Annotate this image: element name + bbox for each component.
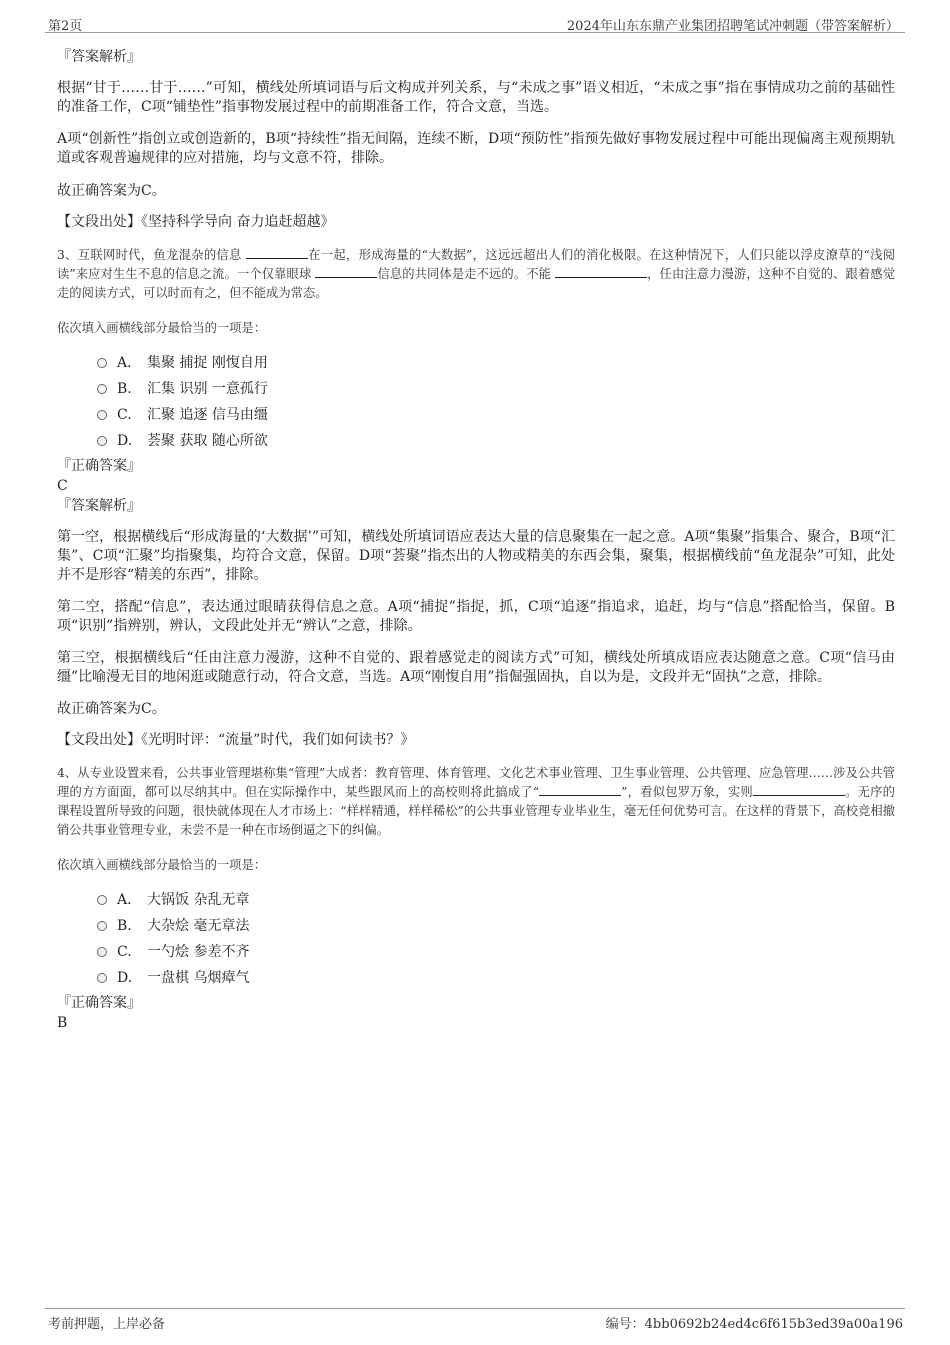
footer-slogan: 考前押题，上岸必备: [48, 1317, 166, 1332]
q3-analysis-conclusion: 故正确答案为C。: [57, 701, 166, 717]
q2-source: 【文段出处】《坚持科学导向 奋力追赶超越》: [57, 214, 335, 230]
q3-analysis-para-3: 第三空，根据横线后“任由注意力漫游，这种不自觉的、跟着感觉走的阅读方式”可知，横线处所填成语应表达随意之意。C项“信马由缰”比喻漫无目的地闲逛或随意行动，符合文意，当选。A项“刚愎自用”指倔强固执，自以为是，文段并无“固执”之意，排除。: [57, 650, 895, 685]
radio-icon[interactable]: [97, 947, 107, 957]
q3-analysis-label: 『答案解析』: [57, 498, 141, 514]
radio-icon[interactable]: [97, 384, 107, 394]
q3-option-c[interactable]: C. 汇聚 追逐 信马由缰: [97, 402, 895, 428]
page-header: [45, 12, 905, 33]
q2-analysis-conclusion: 故正确答案为C。: [57, 183, 166, 199]
page-number: 第2页: [48, 19, 83, 34]
radio-icon[interactable]: [97, 895, 107, 905]
q4-blank-1: [539, 783, 621, 796]
q4-option-d[interactable]: D. 一盘棋 乌烟瘴气: [97, 965, 895, 991]
q4-option-b[interactable]: B. 大杂烩 毫无章法: [97, 913, 895, 939]
q4-prompt: 依次填入画横线部分最恰当的一项是：: [57, 858, 267, 872]
radio-icon[interactable]: [97, 973, 107, 983]
page-content: [57, 47, 895, 1033]
document-title: 2024年山东东鼎产业集团招聘笔试冲刺题（带答案解析）: [566, 19, 899, 34]
q4-question-text: 4、从专业设置来看，公共事业管理堪称集“管理”大成者：教育管理、体育管理、文化艺术事业管理、卫生事业管理、公共管理、应急管理……涉及公共管理的方方面面，都可以尽纳其中。但在实际操作中，某些跟风而上的高校则将此搞成了“ ”，看似包罗万象，实则 。无序的课程设置所导致的问题，很快就体现在人才市场上：“样样精通，样样稀松”的公共事业管理专业毕业生，毫无任何优势可言。在这样的背景下，高校竞相撤销公共事业管理专业，未尝不是一种在市场倒逼之下的纠偏。: [57, 766, 895, 837]
q3-analysis-para-2: 第二空，搭配“信息”，表达通过眼睛获得信息之意。A项“捕捉”指捉，抓，C项“追逐”指追求，追赶，均与“信息”搭配恰当，保留。B项“识别”指辨别，辨认，文段此处并无“辨认”之意，排除。: [57, 599, 895, 634]
q4-options: [57, 887, 895, 991]
q2-analysis-label: 『答案解析』: [57, 49, 141, 65]
radio-icon[interactable]: [97, 410, 107, 420]
q3-prompt: 依次填入画横线部分最恰当的一项是：: [57, 321, 267, 335]
document-code: 编号：4bb0692b24ed4c6f615b3ed39a00a196: [605, 1317, 903, 1332]
q3-blank-1: [246, 246, 308, 259]
q4-option-a[interactable]: A． 大锅饭 杂乱无章: [97, 887, 895, 913]
radio-icon[interactable]: [97, 436, 107, 446]
radio-icon[interactable]: [97, 921, 107, 931]
q3-option-d[interactable]: D. 荟聚 获取 随心所欲: [97, 428, 895, 454]
q3-blank-2: [315, 265, 377, 278]
q3-analysis-para-1: 第一空，根据横线后“形成海量的‘大数据’”可知，横线处所填词语应表达大量的信息聚集在一起之意。A项“集聚”指集合、聚合，B项“汇集”、C项“汇聚”均指聚集，均符合文意，保留。D项“荟聚”指杰出的人物或精美的东西会集，聚集，根据横线前“鱼龙混杂”可知，此处并不是形容“精美的东西”，排除。: [57, 529, 895, 583]
q3-option-b[interactable]: B. 汇集 识别 一意孤行: [97, 376, 895, 402]
q4-answer-label: 『正确答案』: [57, 995, 141, 1011]
q4-option-c[interactable]: C. 一勺烩 参差不齐: [97, 939, 895, 965]
q2-analysis-para-2: A项“创新性”指创立或创造新的，B项“持续性”指无间隔，连续不断，D项“预防性”指预先做好事物发展过程中可能出现偏离主观预期轨道或客观普遍规律的应对措施，均与文意不符，排除。: [57, 131, 895, 166]
q3-blank-3: [555, 265, 647, 278]
q3-answer: C: [57, 478, 68, 494]
radio-icon[interactable]: [97, 358, 107, 368]
q4-answer: B: [57, 1015, 68, 1031]
q2-analysis-para-1: 根据“甘于……甘于……”可知，横线处所填词语与后文构成并列关系，与“未成之事”语义相近，“未成之事”指在事情成功之前的基础性的准备工作，C项“铺垫性”指事物发展过程中的前期准备工作，符合文意，当选。: [57, 80, 895, 115]
q4-blank-2: [753, 783, 845, 796]
q3-question-text: 3、互联网时代，鱼龙混杂的信息 在一起，形成海量的“大数据”，这远远超出人们的消化极限。在这种情况下，人们只能以浮皮潦草的“浅阅读”来应对生生不息的信息之流。一个仅靠眼球 信息的共同体是走不远的。不能 ，任由注意力漫游，这种不自觉的、跟着感觉走的阅读方式，可以时而有之，但不能成为常态。: [57, 248, 895, 300]
q3-source: 【文段出处】《光明时评：“流量”时代，我们如何读书？》: [57, 732, 415, 748]
q3-answer-label: 『正确答案』: [57, 458, 141, 474]
page-footer: [45, 1308, 905, 1331]
q3-options: [57, 350, 895, 454]
q3-option-a[interactable]: A． 集聚 捕捉 刚愎自用: [97, 350, 895, 376]
